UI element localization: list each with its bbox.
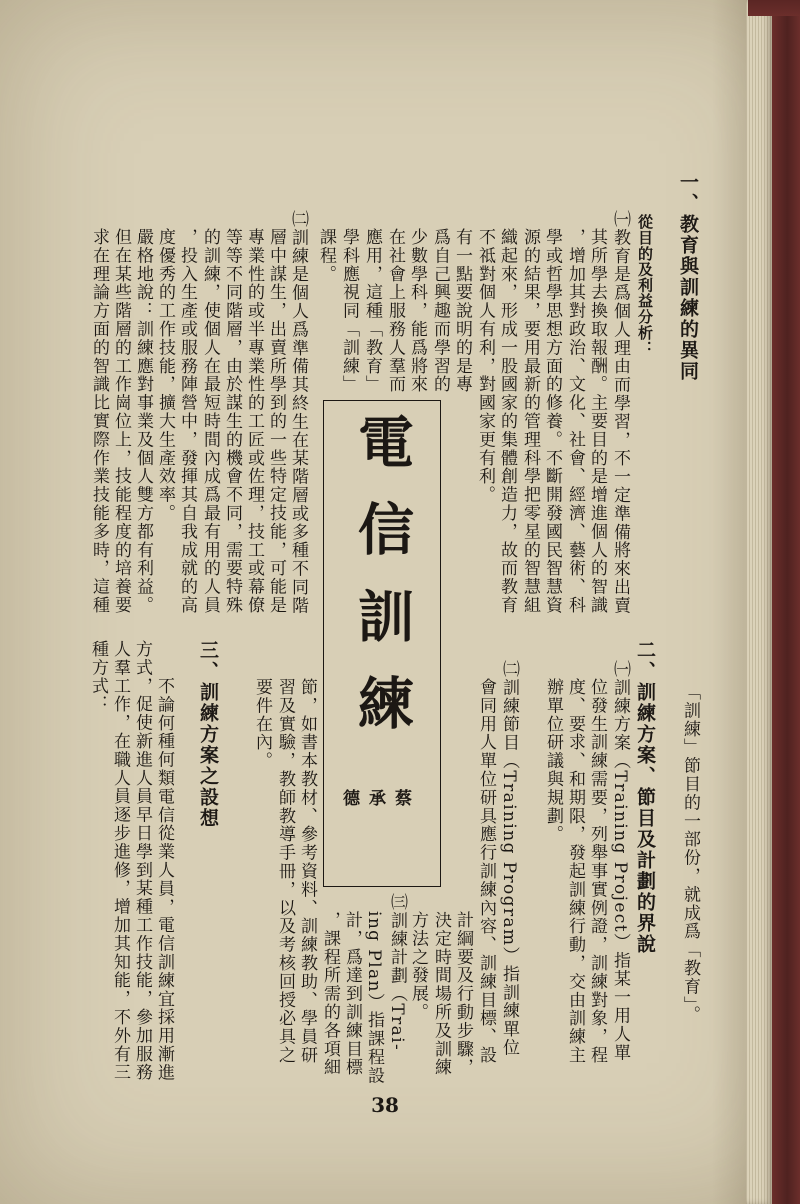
page-number: 38 bbox=[371, 1093, 399, 1117]
text-column: 要件在內。 bbox=[252, 678, 272, 770]
text-column: 的訓練，使個人在最短時間內成爲最有用的人員 bbox=[200, 228, 220, 615]
text-column: 計，爲達到訓練目標 bbox=[342, 911, 362, 1077]
text-column: 等等不同階層，由於謀生的機會不同，需要特殊 bbox=[222, 228, 242, 615]
page-curl-shadow bbox=[712, 0, 746, 1204]
text-column: 織起來，形成一股國家的集體創造力，故而教育 bbox=[497, 228, 517, 615]
text-column: 方式，促使新進人員早日學到某種工作技能，參加服務 bbox=[132, 640, 152, 1082]
book-cover-corner bbox=[748, 0, 800, 16]
text-column: 學或哲學思想方面的修養。不斷開發國民智慧資 bbox=[542, 228, 562, 615]
text-column: 源的結果，要用最新的管理科學把零星的智慧組 bbox=[520, 228, 540, 615]
text-column: ㈢訓練計劃（Trai- bbox=[387, 893, 407, 1052]
text-column: 專業性的或半專業性的工匠或佐理，技工或幕僚 bbox=[244, 228, 264, 615]
text-column: ㈡訓練節目（Training Program）指訓練單位 bbox=[499, 660, 519, 1057]
text-column: 應用，這種「教育」 bbox=[362, 228, 382, 394]
text-column: 節，如書本教材、參考資料、訓練教助、學員研 bbox=[297, 678, 317, 1065]
text-column: 方法之發展。 bbox=[408, 911, 428, 1022]
section-subheading: 從目的及利益分析： bbox=[636, 214, 654, 357]
text-column: 辦單位研議與規劃。 bbox=[543, 678, 563, 844]
text-column: ㈠教育是爲個人理由而學習，不一定準備將來出賣 bbox=[610, 210, 630, 615]
book-cover-edge bbox=[772, 0, 800, 1204]
text-column: 種方式： bbox=[88, 640, 108, 714]
text-column: 度優秀的工作技能，擴大生產效率。 bbox=[155, 228, 175, 523]
title-box bbox=[323, 400, 441, 887]
text-column: 位發生訓練需要，列舉事實例證，訓練對象，程 bbox=[587, 678, 607, 1065]
section-heading: 三、訓練方案之設想 bbox=[197, 640, 219, 829]
text-column: 層中謀生，出賣所學到的一些特定技能，可能是 bbox=[266, 228, 286, 615]
text-column: 度、要求、和期限，發起訓練行動，交由訓練主 bbox=[565, 678, 585, 1065]
text-column: 求在理論方面的智識比實際作業技能多時，這種 bbox=[89, 228, 109, 615]
section-heading: 二、訓練方案、節目及計劃的界說 bbox=[634, 640, 656, 955]
article-title: 電信訓練 bbox=[349, 413, 415, 761]
text-column: ，增加其對政治、文化、社會、經濟、藝術、科 bbox=[565, 228, 585, 615]
text-column: 少數學科，能爲將來 bbox=[407, 228, 427, 394]
text-column: 在社會上服務人羣而 bbox=[385, 228, 405, 394]
text-column: 嚴格地說：訓練應對事業及個人雙方都有利益。 bbox=[133, 228, 153, 615]
article-author: 蔡承德 bbox=[343, 789, 421, 809]
text-column: 不論何種何類電信從業人員，電信訓練宜採用漸進 bbox=[154, 677, 174, 1082]
text-column: 習及實驗，教師教導手冊，以及考核回授必具之 bbox=[275, 678, 295, 1065]
text-column: ㈠訓練方案（Training Project）指某一用人單 bbox=[610, 660, 630, 1062]
text-column: 學科應視同「訓練」 bbox=[339, 228, 359, 394]
text-column: 計綱要及行動步驟， bbox=[453, 911, 473, 1077]
text-column: 人羣工作，在職人員逐步進修，增加其知能，不外有三 bbox=[110, 640, 130, 1082]
text-column: 「訓練」節目的一部份，就成爲「教育」。 bbox=[680, 683, 700, 1025]
text-column: 其所學去換取報酬。主要目的是增進個人的智識 bbox=[587, 228, 607, 615]
text-column: 有一點要說明的是專 bbox=[452, 228, 472, 394]
text-column: 但在某些階層的工作崗位上，技能程度的培養要 bbox=[111, 228, 131, 615]
text-column: 決定時間場所及訓練 bbox=[431, 911, 451, 1077]
text-column: ing Plan）指課程設 bbox=[364, 911, 384, 1085]
text-column: ，投入生產或服務陣營中，發揮其自我成就的高 bbox=[177, 228, 197, 615]
text-column: 課程。 bbox=[316, 228, 336, 284]
text-column: 爲自己興趣而學習的 bbox=[430, 228, 450, 394]
text-column: 會同用人單位研具應行訓練內容、訓練目標、設 bbox=[476, 678, 496, 1065]
section-heading: 一、教育與訓練的異同 bbox=[677, 172, 699, 382]
text-column: 不祗對個人有利，對國家更有利。 bbox=[475, 228, 495, 504]
text-column: ，課程所需的各項細 bbox=[320, 911, 340, 1077]
page-edge-stack bbox=[746, 0, 772, 1204]
text-column: ㈡訓練是個人爲準備其終生在某階層或多種不同階 bbox=[288, 210, 308, 615]
